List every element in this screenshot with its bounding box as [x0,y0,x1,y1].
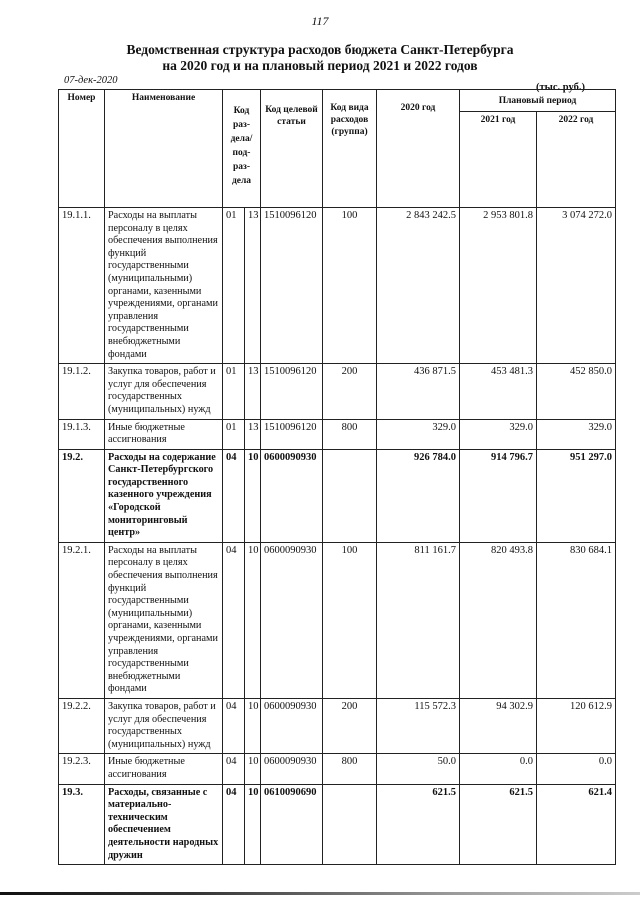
row-number: 19.3. [59,784,105,865]
row-target-code: 0600090930 [261,449,323,542]
header-target-code: Код целевой статьи [261,90,323,208]
title-line-2: на 2020 год и на плановый период 2021 и 2022 годов [162,58,478,73]
table-row [59,542,616,698]
row-subsection: 10 [245,698,261,753]
row-value-2020: 436 871.5 [377,364,460,419]
title-line-1: Ведомственная структура расходов бюджета Санкт-Петербурга [126,42,514,57]
header-year-2021: 2021 год [460,112,537,208]
row-target-code: 0600090930 [261,754,323,784]
row-subsection: 13 [245,364,261,419]
row-name: Расходы на содержание Санкт-Петербургского государственного казенного учреждения «Городской мониторинговый центр» [105,449,223,542]
table-row [59,208,616,364]
row-value-2020: 811 161.7 [377,542,460,698]
header-name: Наименование [105,90,223,208]
header-number: Номер [59,90,105,208]
row-section: 04 [223,542,245,698]
document-title [0,42,640,74]
row-target-code: 1510096120 [261,208,323,364]
row-value-2021: 820 493.8 [460,542,537,698]
row-subsection: 13 [245,208,261,364]
row-section: 04 [223,784,245,865]
header-year-2020: 2020 год [377,90,460,208]
row-value-2021: 914 796.7 [460,449,537,542]
row-value-2020: 115 572.3 [377,698,460,753]
budget-table [58,89,616,865]
header-section-code: Код раз-дела/ под-раз-дела [223,90,261,208]
row-target-code: 0610090690 [261,784,323,865]
row-value-2020: 329.0 [377,419,460,449]
page-number: 117 [311,14,329,28]
units-label: (тыс. руб.) [536,82,585,93]
row-number: 19.2.3. [59,754,105,784]
row-section: 01 [223,208,245,364]
row-expense-type [323,784,377,865]
row-value-2022: 329.0 [537,419,616,449]
table-header [59,90,616,208]
row-value-2022: 621.4 [537,784,616,865]
table-row [59,449,616,542]
row-expense-type: 100 [323,542,377,698]
row-name: Закупка товаров, работ и услуг для обеспечения государственных (муниципальных) нужд [105,364,223,419]
row-section: 01 [223,364,245,419]
row-value-2022: 120 612.9 [537,698,616,753]
row-target-code: 0600090930 [261,542,323,698]
row-expense-type: 200 [323,698,377,753]
row-value-2020: 2 843 242.5 [377,208,460,364]
row-value-2020: 50.0 [377,754,460,784]
row-value-2021: 2 953 801.8 [460,208,537,364]
row-value-2021: 453 481.3 [460,364,537,419]
table-row [59,419,616,449]
row-name: Иные бюджетные ассигнования [105,419,223,449]
row-value-2021: 329.0 [460,419,537,449]
row-section: 04 [223,449,245,542]
row-subsection: 10 [245,449,261,542]
row-target-code: 1510096120 [261,419,323,449]
row-value-2022: 452 850.0 [537,364,616,419]
row-subsection: 13 [245,419,261,449]
row-value-2021: 0.0 [460,754,537,784]
row-value-2020: 621.5 [377,784,460,865]
row-expense-type: 100 [323,208,377,364]
row-number: 19.2.2. [59,698,105,753]
row-value-2022: 0.0 [537,754,616,784]
row-name: Расходы, связанные с материально-техническим обеспечением деятельности народных дружин [105,784,223,865]
row-value-2022: 830 684.1 [537,542,616,698]
table-row [59,754,616,784]
row-number: 19.1.3. [59,419,105,449]
row-expense-type: 800 [323,419,377,449]
header-year-2022: 2022 год [537,112,616,208]
row-name: Закупка товаров, работ и услуг для обеспечения государственных (муниципальных) нужд [105,698,223,753]
table-body [59,208,616,865]
row-expense-type [323,449,377,542]
scan-edge-line [0,892,640,895]
row-expense-type: 200 [323,364,377,419]
row-subsection: 10 [245,784,261,865]
row-number: 19.1.2. [59,364,105,419]
row-section: 04 [223,698,245,753]
row-value-2020: 926 784.0 [377,449,460,542]
row-value-2022: 3 074 272.0 [537,208,616,364]
row-section: 01 [223,419,245,449]
row-number: 19.2. [59,449,105,542]
header-expense-type: Код вида расходов (группа) [323,90,377,208]
row-name: Иные бюджетные ассигнования [105,754,223,784]
row-subsection: 10 [245,542,261,698]
row-name: Расходы на выплаты персоналу в целях обеспечения выполнения функций государственными (муниципальными) органами, казенными учреждениями, органами управления государственными внебюджетными фондами [105,208,223,364]
row-expense-type: 800 [323,754,377,784]
row-section: 04 [223,754,245,784]
row-target-code: 1510096120 [261,364,323,419]
row-value-2021: 94 302.9 [460,698,537,753]
row-subsection: 10 [245,754,261,784]
table-row [59,784,616,865]
table-row [59,364,616,419]
table-row [59,698,616,753]
header-plan-period: Плановый период [460,90,616,112]
row-target-code: 0600090930 [261,698,323,753]
row-name: Расходы на выплаты персоналу в целях обеспечения выполнения функций государственными (муниципальными) органами, казенными учреждениями, органами управления государственными внебюджетными фондами [105,542,223,698]
row-number: 19.2.1. [59,542,105,698]
report-date: 07-дек-2020 [64,75,118,86]
row-value-2022: 951 297.0 [537,449,616,542]
row-value-2021: 621.5 [460,784,537,865]
row-number: 19.1.1. [59,208,105,364]
